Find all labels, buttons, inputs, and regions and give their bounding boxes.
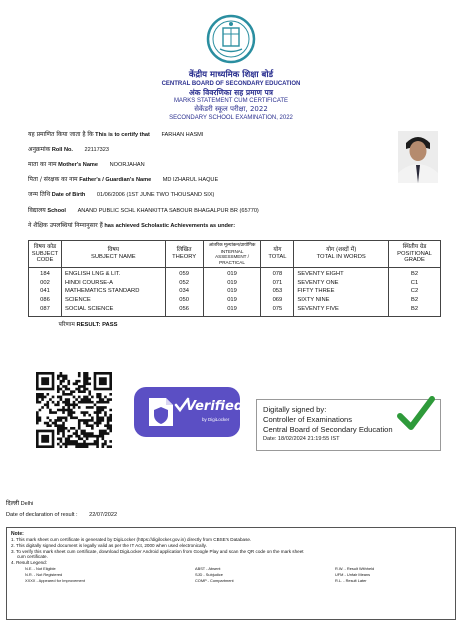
positional-grade: C2: [389, 288, 441, 297]
total-marks: 069: [261, 297, 294, 306]
result-label-hindi: परिणाम: [58, 321, 75, 328]
subject-name: HINDI COURSE-A: [61, 280, 165, 289]
subject-code: 041: [29, 288, 62, 297]
board-name: CENTRAL BOARD OF SECONDARY EDUCATION: [161, 81, 301, 87]
father-name-row: [28, 177, 218, 184]
positional-grade: B2: [389, 297, 441, 306]
signature-line: Central Board of Secondary Education: [263, 425, 393, 434]
date-of-birth: 01/06/2006 (1ST JUNE TWO THOUSAND SIX): [96, 192, 215, 198]
theory-marks: 052: [165, 280, 203, 289]
theory-marks: 050: [165, 297, 203, 306]
verified-label: Verified: [186, 399, 244, 414]
subject-code: 184: [29, 268, 62, 280]
note-item: 1. This mark sheet cum certificate is generated by DigiLocker (https://digilocker.gov.in) directly from CBSE's Database.: [11, 537, 252, 543]
candidate-name-row: [28, 132, 203, 139]
field-label-hindi: पिता / संरक्षक का नाम: [28, 176, 78, 183]
place: [6, 499, 33, 507]
field-label-hindi: विद्यालय: [28, 207, 46, 214]
field-label: Roll No.: [51, 147, 73, 153]
mother-name-row: [28, 162, 145, 169]
legend-item: R.L. - Result Later: [335, 577, 367, 583]
roll-number: 22117323: [84, 147, 110, 153]
subject-name: MATHEMATICS STANDARD: [61, 288, 165, 297]
legend-item: XXXX - Appeared for Improvement: [25, 577, 85, 583]
subject-code: 087: [29, 305, 62, 316]
field-label: This is to certify that: [95, 132, 150, 138]
field-label-hindi: जन्म तिथि: [28, 191, 51, 198]
table-row: [29, 297, 441, 306]
field-label: Father's / Guardian's Name: [79, 177, 152, 183]
field-label-hindi: माता का नाम: [28, 161, 57, 168]
candidate-name: FARHAN HASMI: [161, 132, 204, 138]
table-row: [29, 305, 441, 316]
result-row: [29, 316, 441, 329]
document-title: MARKS STATEMENT CUM CERTIFICATE: [173, 98, 289, 104]
table-header-row: [29, 241, 441, 268]
verified-sublabel: by DigiLocker: [202, 417, 230, 422]
internal-marks: 019: [203, 280, 261, 289]
note-item: 3. To verify this mark sheet cum certificate, download DigiLocker Android application from Google Play and scan the QR code on the mark sheet: [11, 548, 304, 554]
subject-code: 086: [29, 297, 62, 306]
subject-name: ENGLISH LNG & LIT.: [61, 268, 165, 280]
legend-item: UFM - Unfair Means: [335, 571, 371, 577]
theory-marks: 034: [165, 288, 203, 297]
legend-item: N.R. - Not Registered: [25, 571, 63, 577]
school-name: ANAND PUBLIC SCHL KHANKITTA SABOUR BHAGALPUR BR (65770): [77, 208, 259, 214]
total-marks: 071: [261, 280, 294, 289]
result-label: RESULT:: [76, 321, 101, 328]
subject-name: SCIENCE: [61, 297, 165, 306]
note-item: 4. Result Legend:: [11, 560, 48, 566]
internal-marks: 019: [203, 268, 261, 280]
positional-grade: B2: [389, 268, 441, 280]
column-header: योग TOTAL: [261, 241, 294, 268]
exam-name: SECONDARY SCHOOL EXAMINATION, 2022: [169, 115, 293, 121]
result-cell: [29, 316, 441, 329]
legend-item: N.E. - Not Eligible: [25, 565, 56, 571]
total-in-words: SIXTY NINE: [294, 297, 389, 306]
column-header: आंतरिक मूल्यांकन/प्रायोगिक INTERNAL ASSESSMENT / PRACTICAL: [203, 241, 261, 268]
notes-title: Note:: [11, 531, 24, 537]
field-label-hindi: यह प्रमाणित किया जाता है कि: [28, 131, 94, 138]
father-name: MD IZHARUL HAQUE: [162, 177, 219, 183]
place-english: Delhi: [20, 501, 34, 507]
field-label-hindi: अनुक्रमांक: [28, 146, 51, 153]
field-label: Mother's Name: [58, 162, 99, 168]
legend-item: R.W. - Result Withheld: [335, 565, 375, 571]
legend-item: ABST - Absent: [195, 565, 221, 571]
document-title-hindi: अंक विवरणिका सह प्रमाण पत्र: [189, 88, 273, 97]
signature-date: Date: 18/02/2024 21:19:55 IST: [263, 436, 340, 442]
dob-row: [28, 192, 214, 199]
column-header: विषय कोड SUBJECT CODE: [29, 241, 62, 268]
signature-check-icon: [397, 396, 435, 432]
table-row: [29, 280, 441, 289]
internal-marks: 019: [203, 288, 261, 297]
subject-code: 002: [29, 280, 62, 289]
internal-marks: 019: [203, 297, 261, 306]
note-item: 2. This digitally signed document is legally valid as per the IT Act, 2000 when used electronically.: [11, 542, 207, 548]
total-in-words: SEVENTY FIVE: [294, 305, 389, 316]
cbse-logo-icon: [206, 14, 256, 64]
total-in-words: SEVENTY ONE: [294, 280, 389, 289]
positional-grade: B2: [389, 305, 441, 316]
marks-table: [28, 240, 441, 330]
table-row: [29, 268, 441, 280]
column-header: स्थितीय ग्रेड POSITIONAL GRADE: [389, 241, 441, 268]
legend-item: COMP - Compartment: [195, 577, 234, 583]
positional-grade: C1: [389, 280, 441, 289]
total-marks: 053: [261, 288, 294, 297]
theory-marks: 059: [165, 268, 203, 280]
column-header: लिखित THEORY: [165, 241, 203, 268]
digital-signature-box: [256, 399, 441, 451]
field-label-hindi: ने शैक्षिक उपलब्धियां निम्नानुसार हैं: [28, 222, 103, 229]
legend-item: SJD - Subjudice: [195, 571, 223, 577]
field-label: School: [47, 208, 66, 214]
mother-name: NOORJAHAN: [109, 162, 145, 168]
table-row: [29, 288, 441, 297]
result-value: PASS: [102, 321, 118, 328]
note-item: cum certificate.: [17, 554, 48, 560]
digilocker-verified-badge: [134, 387, 244, 437]
total-in-words: SEVENTY EIGHT: [294, 268, 389, 280]
column-header: योग (शब्दों में) TOTAL IN WORDS: [294, 241, 389, 268]
exam-name-hindi: सेकेंडरी स्कूल परीक्षा, 2022: [194, 105, 268, 113]
field-label: has achieved Scholastic Achievements as under:: [104, 223, 236, 229]
signature-line: Controller of Examinations: [263, 415, 353, 424]
field-label: Date of Birth: [51, 192, 86, 198]
roll-number-row: [28, 147, 109, 154]
place-hindi: दिल्ली: [6, 500, 20, 507]
school-row: [28, 208, 259, 215]
achievement-row: [28, 223, 235, 230]
internal-marks: 019: [203, 305, 261, 316]
total-marks: 075: [261, 305, 294, 316]
notes-box: [6, 527, 456, 620]
total-in-words: FIFTY THREE: [294, 288, 389, 297]
total-marks: 078: [261, 268, 294, 280]
document-shield-icon: [144, 396, 178, 428]
board-name-hindi: केंद्रीय माध्यमिक शिक्षा बोर्ड: [188, 70, 274, 80]
declaration-date-row: [6, 512, 117, 518]
declaration-label: Date of declaration of result :: [6, 512, 78, 518]
column-header: विषय SUBJECT NAME: [61, 241, 165, 268]
declaration-date: 22/07/2022: [89, 512, 118, 518]
result-legend: [11, 567, 451, 584]
candidate-photo: [398, 131, 438, 183]
theory-marks: 056: [165, 305, 203, 316]
qr-code[interactable]: [36, 372, 112, 448]
signature-line: Digitally signed by:: [263, 405, 327, 414]
subject-name: SOCIAL SCIENCE: [61, 305, 165, 316]
